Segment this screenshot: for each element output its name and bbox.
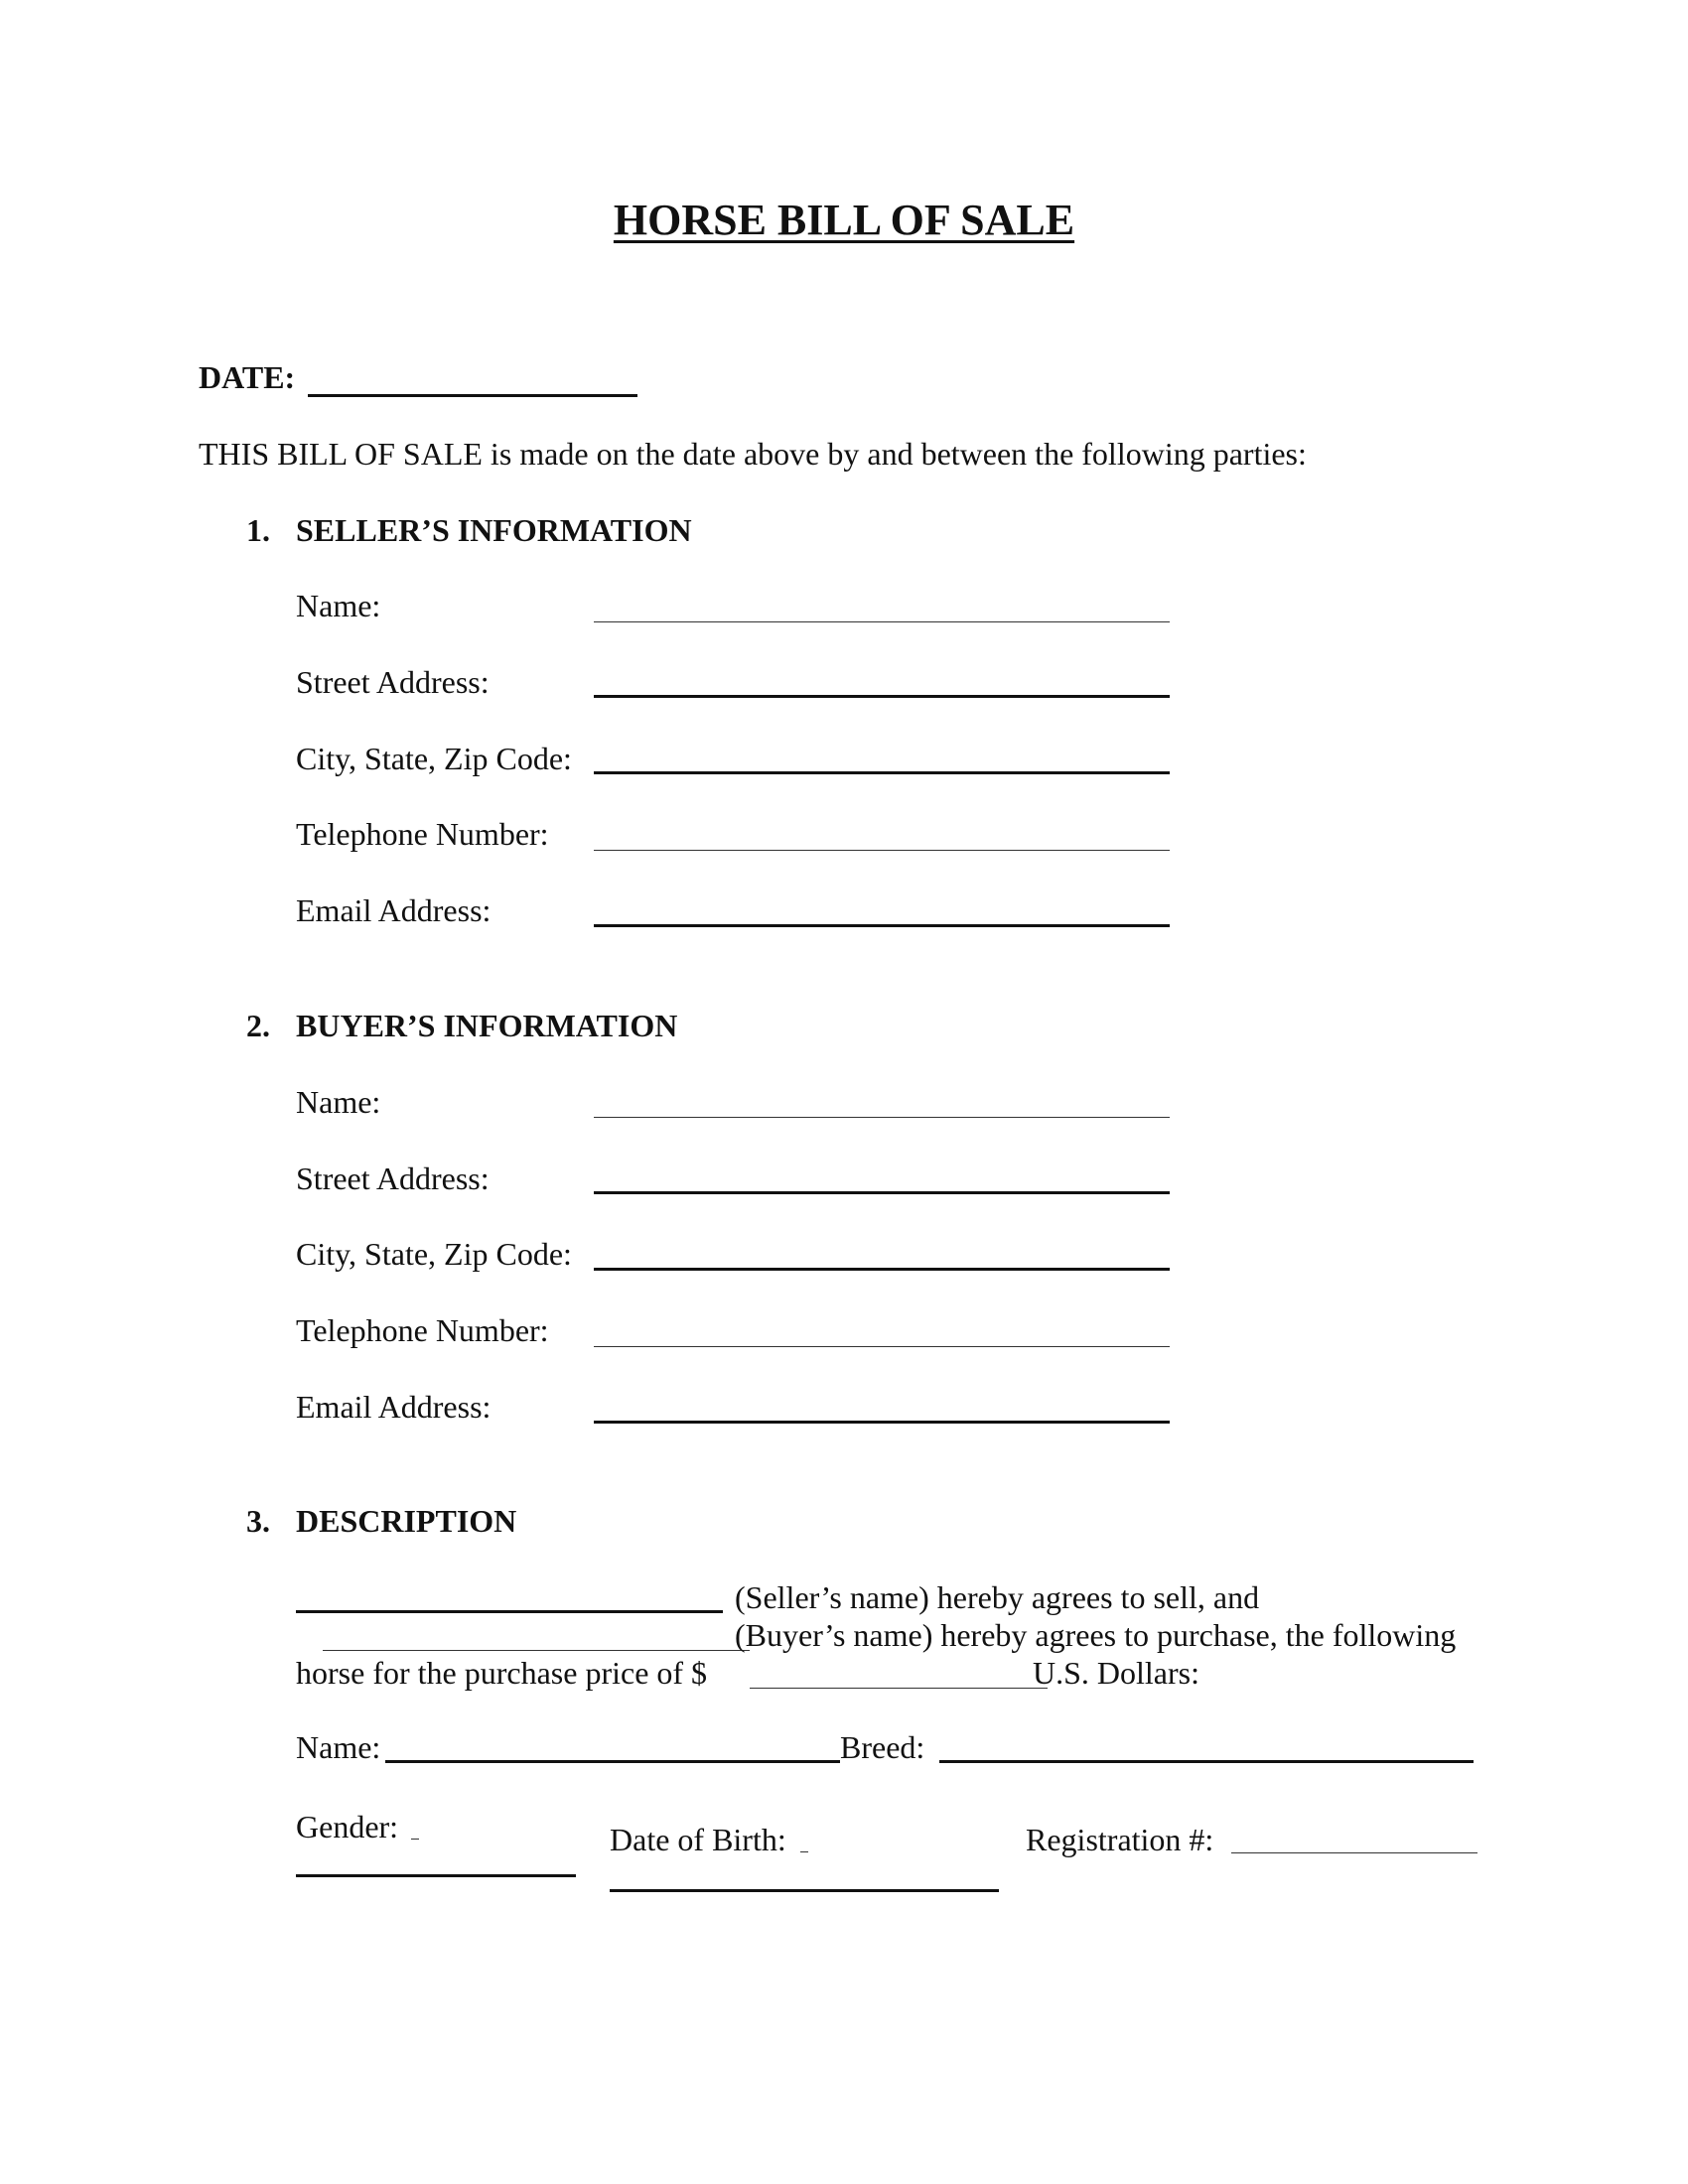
buyer-name-field-line[interactable] — [594, 1117, 1170, 1118]
seller-phone-label: Telephone Number: — [296, 816, 549, 852]
document-title-text: HORSE BILL OF SALE — [613, 196, 1075, 244]
gender-label-tick — [411, 1839, 419, 1840]
seller-email-label: Email Address: — [296, 892, 492, 928]
registration-field-line[interactable] — [1231, 1852, 1477, 1853]
description-section-title: DESCRIPTION — [296, 1503, 517, 1539]
buyer-name-label: Name: — [296, 1084, 381, 1120]
dob-label: Date of Birth: — [610, 1822, 786, 1857]
price-field-line[interactable] — [750, 1688, 1048, 1689]
seller-city-field-line[interactable] — [594, 771, 1170, 774]
intro-text: THIS BILL OF SALE is made on the date above by and between the following parties: — [199, 436, 1307, 472]
buyer-email-label: Email Address: — [296, 1389, 492, 1425]
description-section-number: 3. — [246, 1503, 270, 1539]
price-suffix-text: U.S. Dollars: — [1033, 1655, 1199, 1691]
dob-label-tick — [800, 1851, 808, 1852]
seller-clause-text: (Seller’s name) hereby agrees to sell, and — [735, 1579, 1260, 1615]
seller-section-number: 1. — [246, 512, 270, 548]
buyer-name-blank-line[interactable] — [323, 1650, 750, 1651]
seller-name-label: Name: — [296, 588, 381, 623]
buyer-phone-label: Telephone Number: — [296, 1312, 549, 1348]
seller-name-field-line[interactable] — [594, 621, 1170, 622]
buyer-city-field-line[interactable] — [594, 1268, 1170, 1271]
gender-field-line[interactable] — [296, 1874, 576, 1877]
breed-field-line[interactable] — [939, 1760, 1474, 1763]
seller-street-field-line[interactable] — [594, 695, 1170, 698]
buyer-section-title: BUYER’S INFORMATION — [296, 1008, 678, 1043]
document-title — [0, 195, 1688, 246]
seller-city-label: City, State, Zip Code: — [296, 741, 572, 776]
seller-email-field-line[interactable] — [594, 924, 1170, 927]
horse-name-field-line[interactable] — [385, 1760, 840, 1763]
buyer-phone-field-line[interactable] — [594, 1346, 1170, 1347]
breed-label: Breed: — [840, 1729, 925, 1765]
seller-phone-field-line[interactable] — [594, 850, 1170, 851]
price-prefix-text: horse for the purchase price of $ — [296, 1655, 708, 1691]
seller-name-blank-line[interactable] — [296, 1610, 723, 1613]
buyer-street-label: Street Address: — [296, 1160, 490, 1196]
buyer-section-number: 2. — [246, 1008, 270, 1043]
buyer-email-field-line[interactable] — [594, 1421, 1170, 1424]
buyer-street-field-line[interactable] — [594, 1191, 1170, 1194]
buyer-clause-text: (Buyer’s name) hereby agrees to purchase, the following — [735, 1617, 1457, 1653]
seller-street-label: Street Address: — [296, 664, 490, 700]
dob-field-line[interactable] — [610, 1889, 999, 1892]
gender-label: Gender: — [296, 1809, 399, 1844]
date-label: DATE: — [199, 359, 296, 395]
seller-section-title: SELLER’S INFORMATION — [296, 512, 692, 548]
date-field-line[interactable] — [308, 394, 637, 397]
buyer-city-label: City, State, Zip Code: — [296, 1236, 572, 1272]
registration-label: Registration #: — [1026, 1822, 1214, 1857]
horse-name-label: Name: — [296, 1729, 381, 1765]
